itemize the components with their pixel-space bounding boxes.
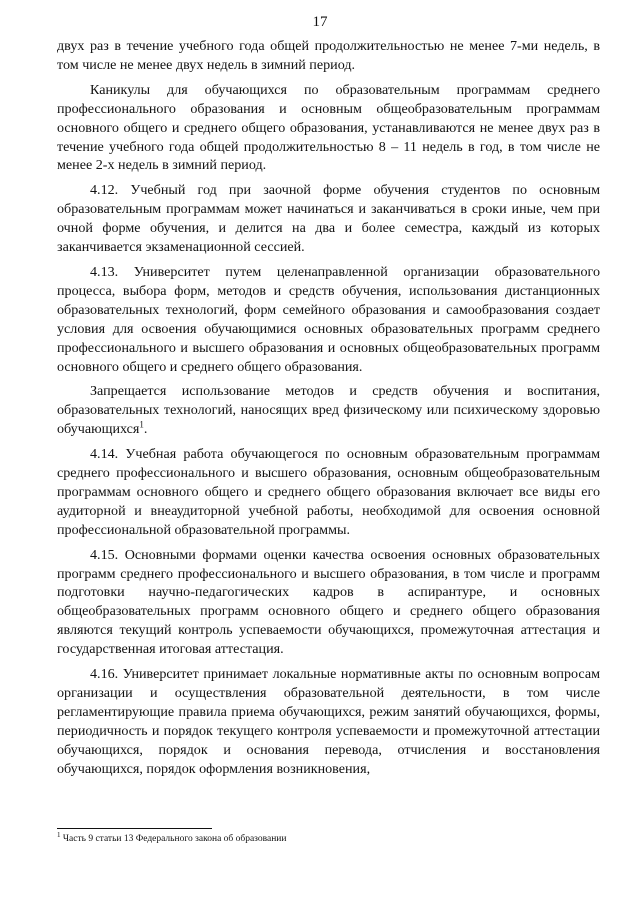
paragraph-4-12: 4.12. Учебный год при заочной форме обучения студентов по основным образовательным программам может начинаться и заканчиваться в сроки иные, чем при очной форме обучения, и делится на два и более семестра, каждый из которых заканчивается экзаменационной сессией. xyxy=(57,182,600,256)
footnote-text: Часть 9 статьи 13 Федерального закона об образовании xyxy=(62,834,287,844)
paragraph-prohibition: Запрещается использование методов и средств обучения и воспитания, образовательных технологий, наносящих вред физическому или психическому здоровью обучающихся$^1$. xyxy=(57,383,600,438)
footnote-marker: 1 xyxy=(57,830,61,839)
paragraph-4-15: 4.15. Основными формами оценки качества освоения основных образовательных программ среднего профессионального и высшего образования, в том числе и программ подготовки научно-педагогических кадров в аспирантуре, и основных общеобразовательных программ основного общего и среднего общего образования являются текущий контроль успеваемости обучающихся, промежуточная аттестация и государственная итоговая аттестация. xyxy=(57,546,600,658)
paragraph-vacations: Каникулы для обучающихся по образовательным программам среднего профессионального образования и основным общеобразовательным программам основного общего и среднего общего образования, устанавливаются не менее двух раз в течение учебного года общей продолжительностью 8 – 11 недель в год, в том числе не менее 2-х недель в зимний период. xyxy=(57,81,600,174)
footnote xyxy=(57,830,600,845)
footnote-reference: 1 xyxy=(139,419,144,430)
paragraph-4-16: 4.16. Университет принимает локальные нормативные акты по основным вопросам организации и осуществления образовательной деятельности, в том числе регламентирующие правила приема обучающихся, режим занятий обучающихся, формы, периодичность и порядок текущего контроля успеваемости и промежуточной аттестации обучающихся, порядок и основания перевода, отчисления и восстановления обучающихся, порядок оформления возникновения, xyxy=(57,666,600,777)
paragraph-4-13: 4.13. Университет путем целенаправленной организации образовательного процесса, выбора форм, методов и средств обучения, использования дистанционных образовательных технологий, форм семейного образования и самообразования создает условия для освоения обучающимися основных образовательных программ среднего профессионального и высшего образования и основных общеобразовательных программ основного общего и среднего общего образования. xyxy=(57,263,600,375)
paragraph-4-14: 4.14. Учебная работа обучающегося по основным образовательным программам среднего профессионального и высшего образования, основным общеобразовательным программам основного общего и среднего общего образования включает все виды его аудиторной и внеаудиторной учебной работы, необходимой для освоения основной профессиональной образовательной программы. xyxy=(57,446,600,538)
page-number: 17 xyxy=(312,14,328,30)
body-text xyxy=(57,37,600,785)
paragraph-prohibition-text: Запрещается использование методов и средств обучения и воспитания, образовательных технологий, наносящих вред физическому или психическому здоровью обучающихся xyxy=(57,383,600,438)
paragraph-continuation: двух раз в течение учебного года общей продолжительностью не менее 7-ми недель, в том числе не менее двух недель в зимний период. xyxy=(57,38,600,73)
footnote-separator xyxy=(57,828,212,829)
